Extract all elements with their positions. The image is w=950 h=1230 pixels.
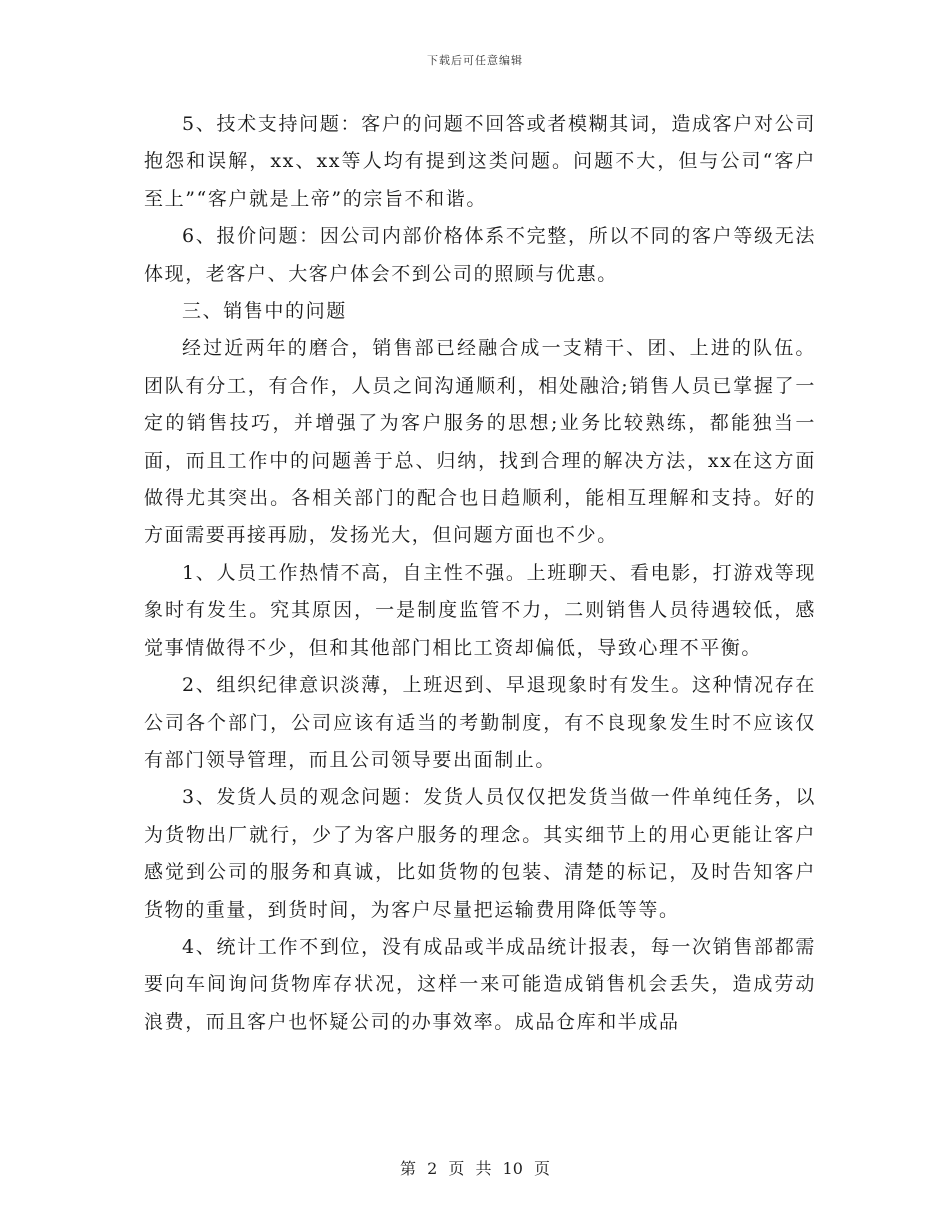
paragraph-statistics: 4、统计工作不到位，没有成品或半成品统计报表，每一次销售部都需要向车间询问货物库存状况，这样一来可能造成销售机会丢失，造成劳动浪费，而且客户也怀疑公司的办事效率。成品仓库和半成品 xyxy=(144,935,816,1033)
paragraph-tech-support: 5、技术支持问题：客户的问题不回答或者模糊其词，造成客户对公司抱怨和误解，xx、xx等人均有提到这类问题。问题不大，但与公司“客户至上”“客户就是上帝”的宗旨不和谐。 xyxy=(144,113,816,210)
paragraph-discipline: 2、组织纪律意识淡薄，上班迟到、早退现象时有发生。这种情况存在公司各个部门，公司应该有适当的考勤制度，有不良现象发生时不应该仅有部门领导管理，而且公司领导要出面制止。 xyxy=(144,674,816,771)
paragraph-shipping: 3、发货人员的观念问题：发货人员仅仅把发货当做一件单纯任务，以为货物出厂就行，少了为客户服务的理念。其实细节上的用心更能让客户感觉到公司的服务和真诚，比如货物的包装、清楚的标记，及时告知客户货物的重量，到货时间，为客户尽量把运输费用降低等等。 xyxy=(144,786,816,921)
section-heading-sales-issues: 三、销售中的问题 xyxy=(182,300,347,323)
page-number: 第 2 页 共 10 页 xyxy=(400,1159,550,1178)
paragraph-pricing: 6、报价问题：因公司内部价格体系不完整，所以不同的客户等级无法体现，老客户、大客户体会不到公司的照顾与优惠。 xyxy=(144,225,816,285)
page-header: 下载后可任意编辑 xyxy=(427,54,523,67)
paragraph-enthusiasm: 1、人员工作热情不高，自主性不强。上班聊天、看电影，打游戏等现象时有发生。究其原因，一是制度监管不力，二则销售人员待遇较低，感觉事情做得不少，但和其他部门相比工资却偏低，导致心理不平衡。 xyxy=(144,561,816,659)
paragraph-sales-overview: 经过近两年的磨合，销售部已经融合成一支精干、团、上进的队伍。团队有分工，有合作，人员之间沟通顺利，相处融洽;销售人员已掌握了一定的销售技巧，并增强了为客户服务的思想;业务比较熟练，都能独当一面，而且工作中的问题善于总、归纳，找到合理的解决方法，xx在这方面做得尤其突出。各相关部门的配合也日趋顺利，能相互理解和支持。好的方面需要再接再励，发扬光大，但问题方面也不少。 xyxy=(144,337,816,547)
document-body xyxy=(144,106,816,1041)
